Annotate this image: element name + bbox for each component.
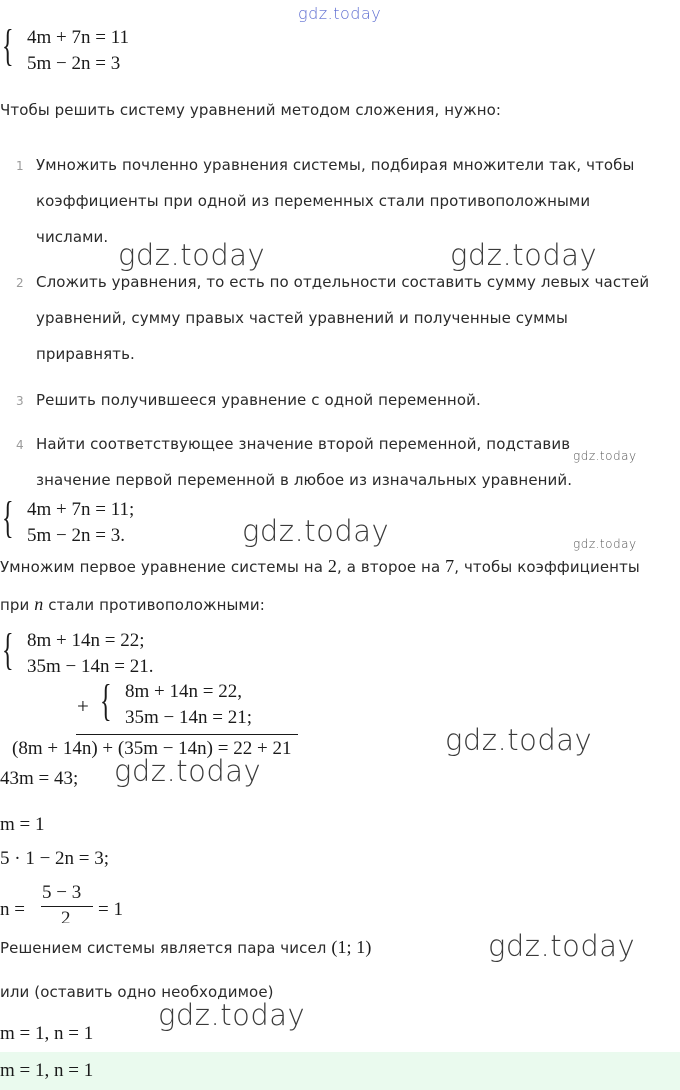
plus-sign: + [77,694,89,718]
addition-eq1: 8m + 14n = 22, [125,681,242,702]
multiply-text-line1: Умножим первое уравнение системы на 2, а второе на 7, чтобы коэффициенты [0,556,640,576]
step-line: Найти соответствующее значение второй переменной, подставив [36,435,571,453]
watermark: gdz.today [450,238,598,272]
system-brace: { [2,625,14,674]
calc-line-3: 5 · 1 − 2n = 3; [0,848,110,869]
step-line: Решить получившееся уравнение с одной переменной. [36,391,481,409]
system2-eq2: 5m − 2n = 3. [27,525,125,546]
step-line: значение первой переменной в любое из изначальных уравнений. [36,471,573,489]
step-number: 4 [16,438,24,452]
watermark: gdz.today [114,754,262,788]
step-line: коэффициенты при одной из переменных стали противоположными [36,192,591,210]
system-brace: { [2,21,14,70]
system1-eq2: 5m − 2n = 3 [27,53,121,74]
step-line: Сложить уравнения, то есть по отдельности составить сумму левых частей [36,273,650,291]
system-brace: { [100,676,112,725]
addition-eq2: 35m − 14n = 21; [125,707,252,728]
fraction-denominator: 2 [61,908,71,923]
intro-text: Чтобы решить систему уравнений методом сложения, нужно: [0,101,502,119]
calc-line-1: 43m = 43; [0,768,79,789]
calc-line-2: m = 1 [0,814,45,835]
step-number: 2 [16,276,24,290]
system-brace: { [2,493,14,542]
answer-highlight [0,1052,680,1090]
fraction-bar [41,906,93,907]
calc-line-4-lhs: n = [0,899,25,920]
watermark: gdz.today [488,929,636,963]
step-number: 3 [16,394,24,408]
addition-sum: (8m + 14n) + (35m − 14n) = 22 + 21 [12,738,292,759]
system3-eq2: 35m − 14n = 21. [27,656,154,677]
step-line: уравнений, сумму правых частей уравнений и полученные суммы [36,309,568,327]
multiply-text-line2: при n стали противоположными: [0,594,265,614]
watermark: gdz.today [242,514,390,548]
answer-text: Решением системы является пара чисел (1; 1) [0,937,372,957]
or-text: или (оставить одно необходимое) [0,983,274,1001]
fraction-numerator: 5 − 3 [42,882,82,903]
step-number: 1 [16,159,24,173]
addition-line [76,734,298,735]
watermark: gdz.today [118,238,266,272]
watermark-small: gdz.today [573,537,637,551]
answer-2: m = 1, n = 1 [0,1060,94,1081]
step-line: Умножить почленно уравнения системы, подбирая множители так, чтобы [36,156,635,174]
answer-1: m = 1, n = 1 [0,1023,94,1044]
calc-line-4-rhs: = 1 [98,899,123,920]
watermark-top: gdz.today [298,4,382,23]
system3-eq1: 8m + 14n = 22; [27,630,145,651]
system2-eq1: 4m + 7n = 11; [27,499,135,520]
watermark: gdz.today [158,998,306,1032]
watermark: gdz.today [445,723,593,757]
step-line: числами. [36,228,109,246]
watermark-small: gdz.today [573,449,637,463]
step-line: приравнять. [36,345,135,363]
system1-eq1: 4m + 7n = 11 [27,27,130,48]
